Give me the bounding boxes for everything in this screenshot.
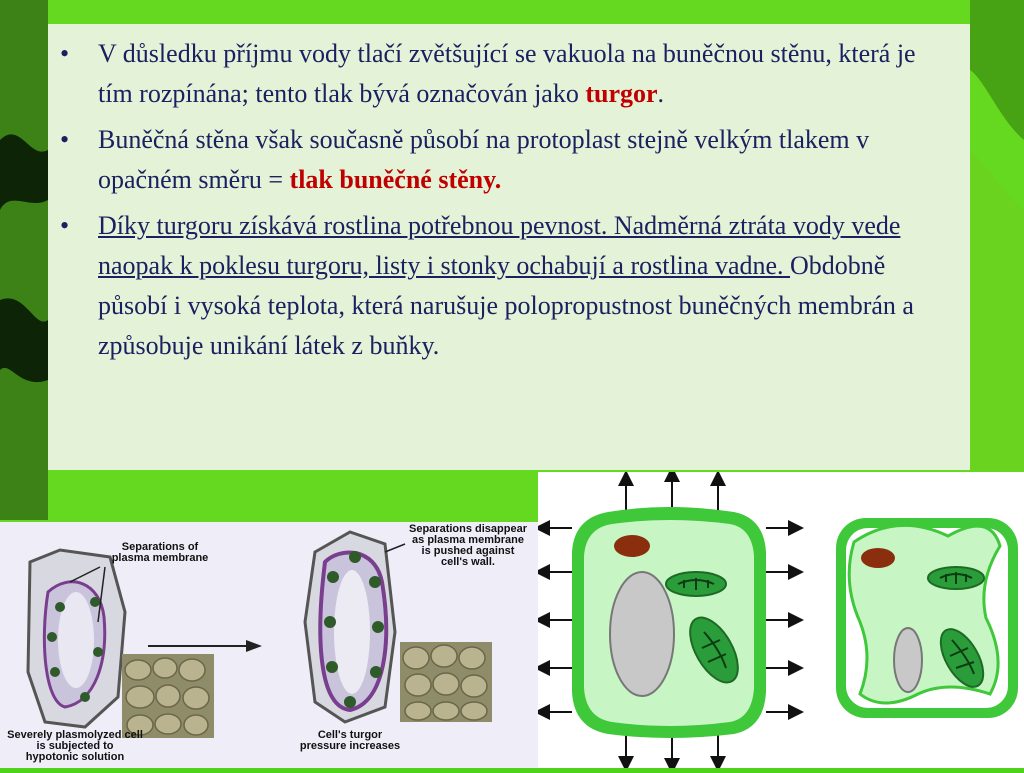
bullet-item — [60, 206, 930, 366]
bullet-text: V důsledku příjmu vody tlačí zvětšující se vakuola na buněčnou stěnu, která je tím rozpínána; tento tlak bývá označován jako — [98, 39, 916, 108]
turgor-cells-diagram — [538, 472, 1024, 768]
bullet-text: Obdobně působí i vysoká teplota, která narušuje polopropustnost buněčných membrán a způsobuje unikání látek z buňky. — [98, 251, 914, 360]
label-separations-disappear: Separations disappear as plasma membrane is pushed against cell's wall. — [409, 523, 527, 568]
label-turgor-pressure: Cell's turgor pressure increases — [299, 729, 401, 752]
label-plasmolyzed-cell: Severely plasmolyzed cell is subjected to hypotonic solution — [7, 729, 143, 763]
bullet-marker: • — [60, 125, 70, 154]
bullet-text: turgor — [585, 79, 658, 108]
bullet-text: Díky turgoru získává rostlina potřebnou pevnost. Nadměrná ztráta vody vede naopak k poklesu turgoru, listy i stonky ochabují a rostlina vadne. — [98, 211, 901, 280]
text-panel — [48, 24, 970, 470]
turgor-cells-figure — [538, 472, 1024, 768]
bullet-text: Buněčná stěna však současně působí na protoplast stejně velkým tlakem v opačném směru = — [98, 125, 870, 194]
turgid-cell-drawing — [305, 532, 395, 722]
turgid-cell — [572, 507, 766, 738]
bullet-list — [60, 34, 930, 366]
plasmolyzed-cell-drawing — [28, 550, 125, 727]
bullet-marker: • — [60, 39, 70, 68]
plasmolyzed-cell — [836, 518, 1018, 718]
bullet-item — [60, 34, 930, 114]
bullet-text: . — [657, 79, 665, 108]
bullet-item — [60, 120, 930, 200]
label-separations: Separations of plasma membrane — [111, 541, 209, 564]
bullet-marker: • — [60, 211, 70, 240]
plasmolysis-figure — [0, 522, 538, 768]
bullet-text: tlak buněčné stěny. — [289, 165, 502, 194]
